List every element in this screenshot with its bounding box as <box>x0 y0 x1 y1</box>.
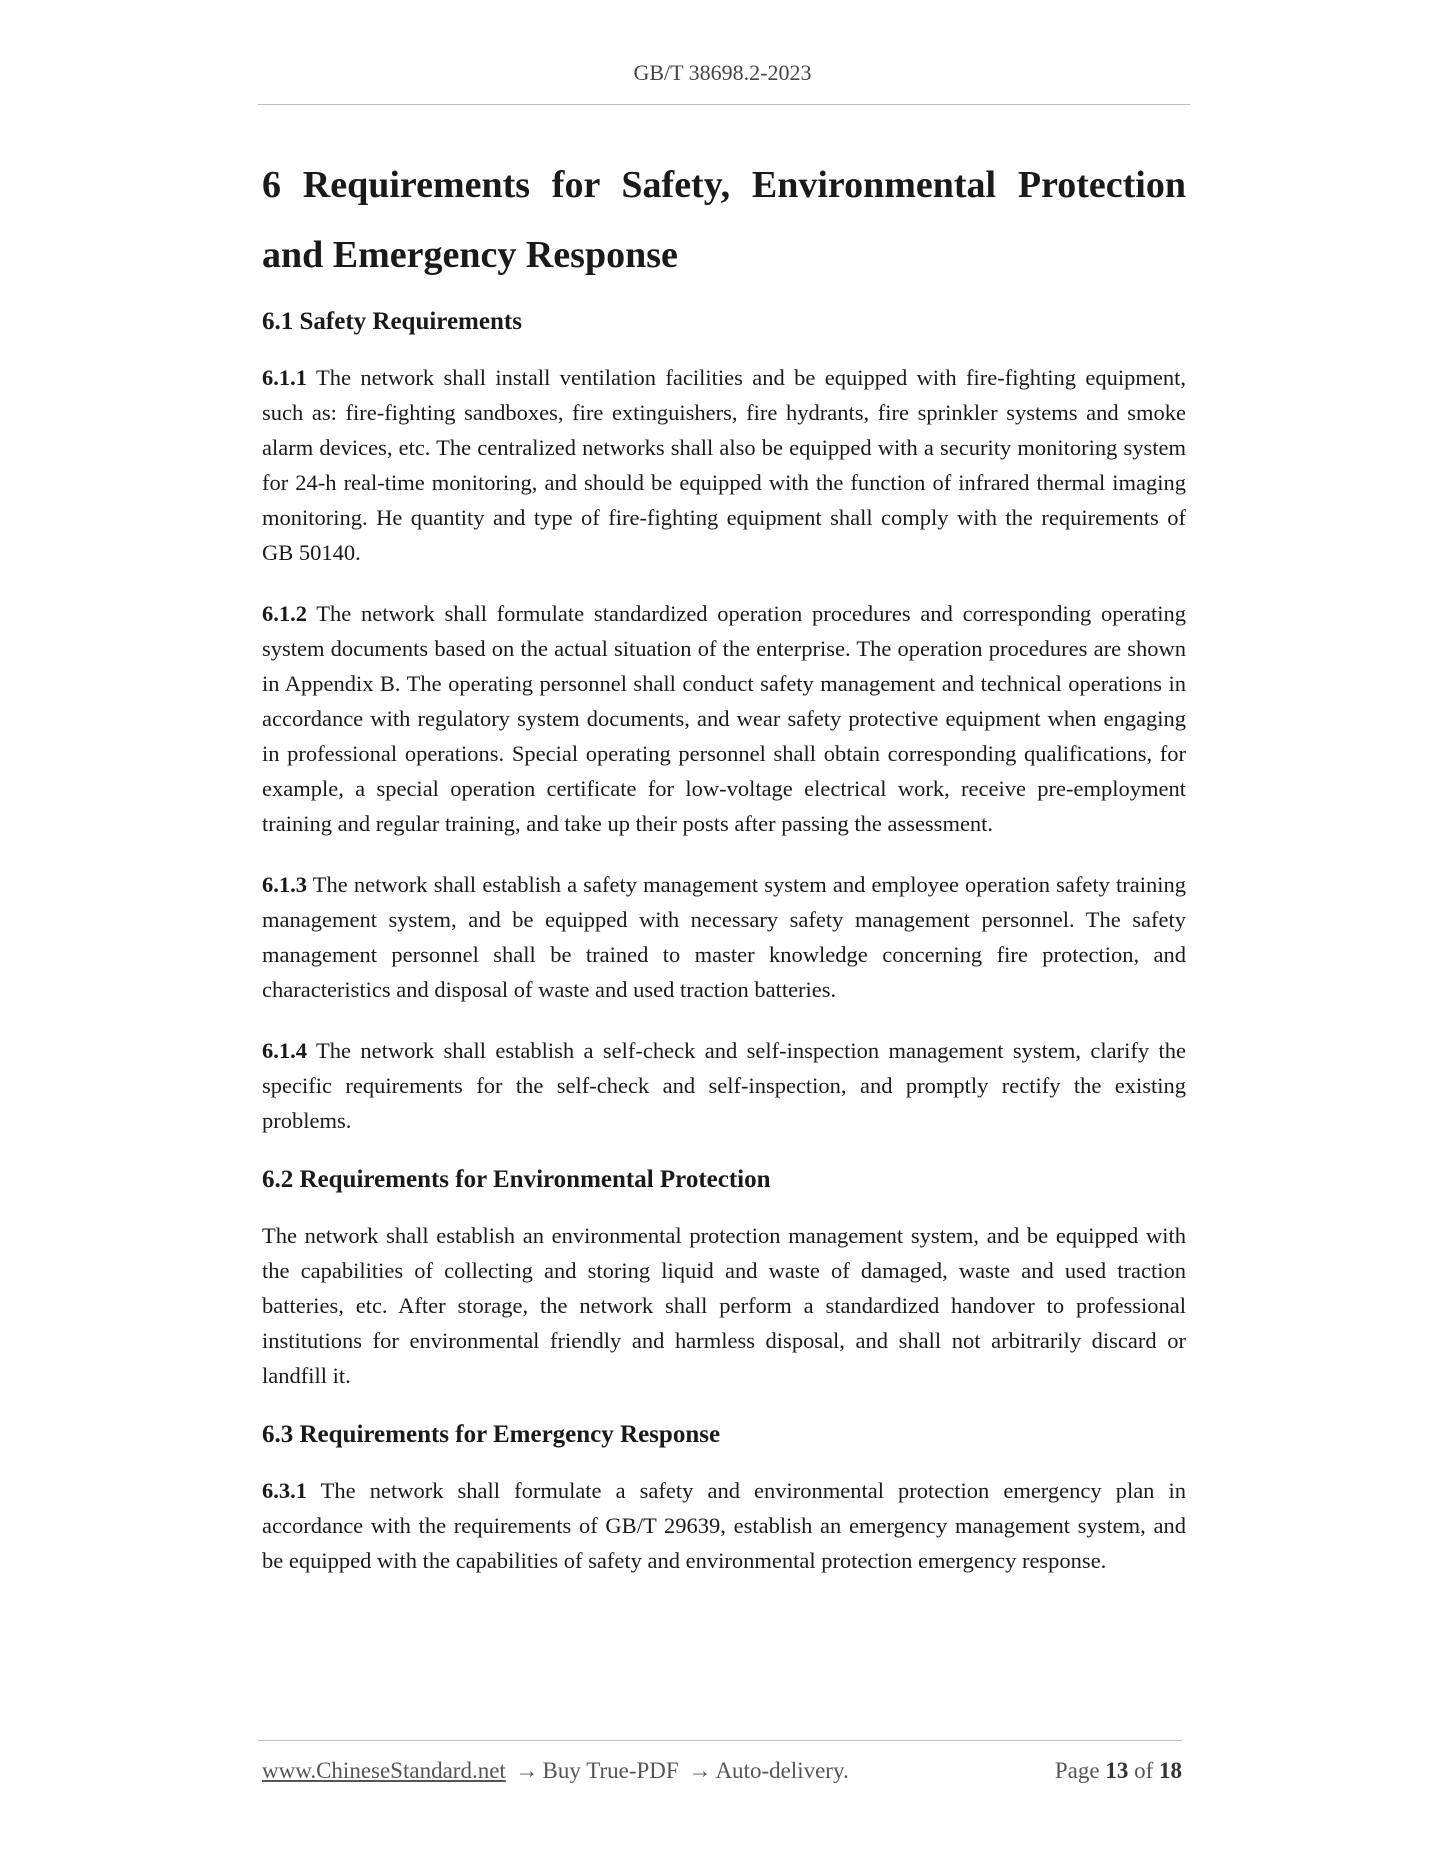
clause-6-1-4 <box>262 1033 1186 1138</box>
of-label: of <box>1134 1758 1154 1783</box>
arrow-right-icon: → <box>688 1758 712 1783</box>
clause-text: The network shall formulate standardized operation procedures and corresponding operating system documents based on the actual situation of the enterprise. The operation procedures are shown in Appendix B. The operating personnel shall conduct safety management and technical operations in accordance with regulatory system documents, and wear safety protective equipment when engaging in professional operations. Special operating personnel shall obtain corresponding qualifications, for example, a special operation certificate for low-voltage electrical work, receive pre-employment training and regular training, and take up their posts after passing the assessment. <box>262 601 1186 836</box>
running-header: GB/T 38698.2-2023 <box>633 60 812 85</box>
page-total: 18 <box>1159 1758 1182 1783</box>
chapter-title: 6 Requirements for Safety, Environmental Protection and Emergency Response <box>262 164 1186 276</box>
header-divider <box>258 104 1190 105</box>
delivery-text: Auto-delivery. <box>715 1758 849 1783</box>
page-indicator <box>1055 1758 1182 1784</box>
footer-promo <box>262 1758 849 1784</box>
clause-6-3-1 <box>262 1473 1186 1578</box>
paragraph-6-2 <box>262 1218 1186 1393</box>
section-heading-6-1: 6.1 Safety Requirements <box>262 308 522 335</box>
footer-divider <box>258 1740 1182 1741</box>
page-label: Page <box>1054 1758 1100 1783</box>
clause-number: 6.1.4 <box>262 1038 307 1063</box>
clause-number: 6.1.1 <box>262 365 307 390</box>
clause-6-1-3 <box>262 867 1186 1007</box>
clause-number: 6.1.3 <box>262 872 307 897</box>
site-link[interactable]: www.ChineseStandard.net <box>262 1758 506 1783</box>
page-body <box>262 150 1186 1604</box>
buy-text: Buy True-PDF <box>542 1758 679 1783</box>
section-heading-6-2: 6.2 Requirements for Environmental Protection <box>262 1166 771 1193</box>
clause-text: The network shall formulate a safety and environmental protection emergency plan in accordance with the requirements of GB/T 29639, establish an emergency management system, and be equipped with the capabilities of safety and environmental protection emergency response. <box>262 1478 1186 1573</box>
clause-text: The network shall establish a safety management system and employee operation safety training management system, and be equipped with necessary safety management personnel. The safety management personnel shall be trained to master knowledge concerning fire protection, and characteristics and disposal of waste and used traction batteries. <box>262 872 1186 1002</box>
arrow-right-icon: → <box>515 1758 539 1783</box>
clause-text: The network shall establish a self-check and self-inspection management system, clarify the specific requirements for the self-check and self-inspection, and promptly rectify the existing problems. <box>262 1038 1186 1133</box>
clause-6-1-1 <box>262 360 1186 570</box>
clause-6-1-2 <box>262 596 1186 841</box>
clause-number: 6.1.2 <box>262 601 307 626</box>
clause-text: The network shall install ventilation facilities and be equipped with fire-fighting equipment, such as: fire-fighting sandboxes, fire extinguishers, fire hydrants, fire sprinkler systems and smoke alarm devices, etc. The centralized networks shall also be equipped with a security monitoring system for 24-h real-time monitoring, and should be equipped with the function of infrared thermal imaging monitoring. He quantity and type of fire-fighting equipment shall comply with the requirements of GB 50140. <box>262 365 1186 565</box>
paragraph-text: The network shall establish an environmental protection management system, and be equipped with the capabilities of collecting and storing liquid and waste of damaged, waste and used traction batteries, etc. After storage, the network shall perform a standardized handover to professional institutions for environmental friendly and harmless disposal, and shall not arbitrarily discard or landfill it. <box>262 1223 1186 1388</box>
page-number: 13 <box>1105 1758 1129 1783</box>
clause-number: 6.3.1 <box>262 1478 307 1503</box>
section-heading-6-3: 6.3 Requirements for Emergency Response <box>262 1421 721 1448</box>
